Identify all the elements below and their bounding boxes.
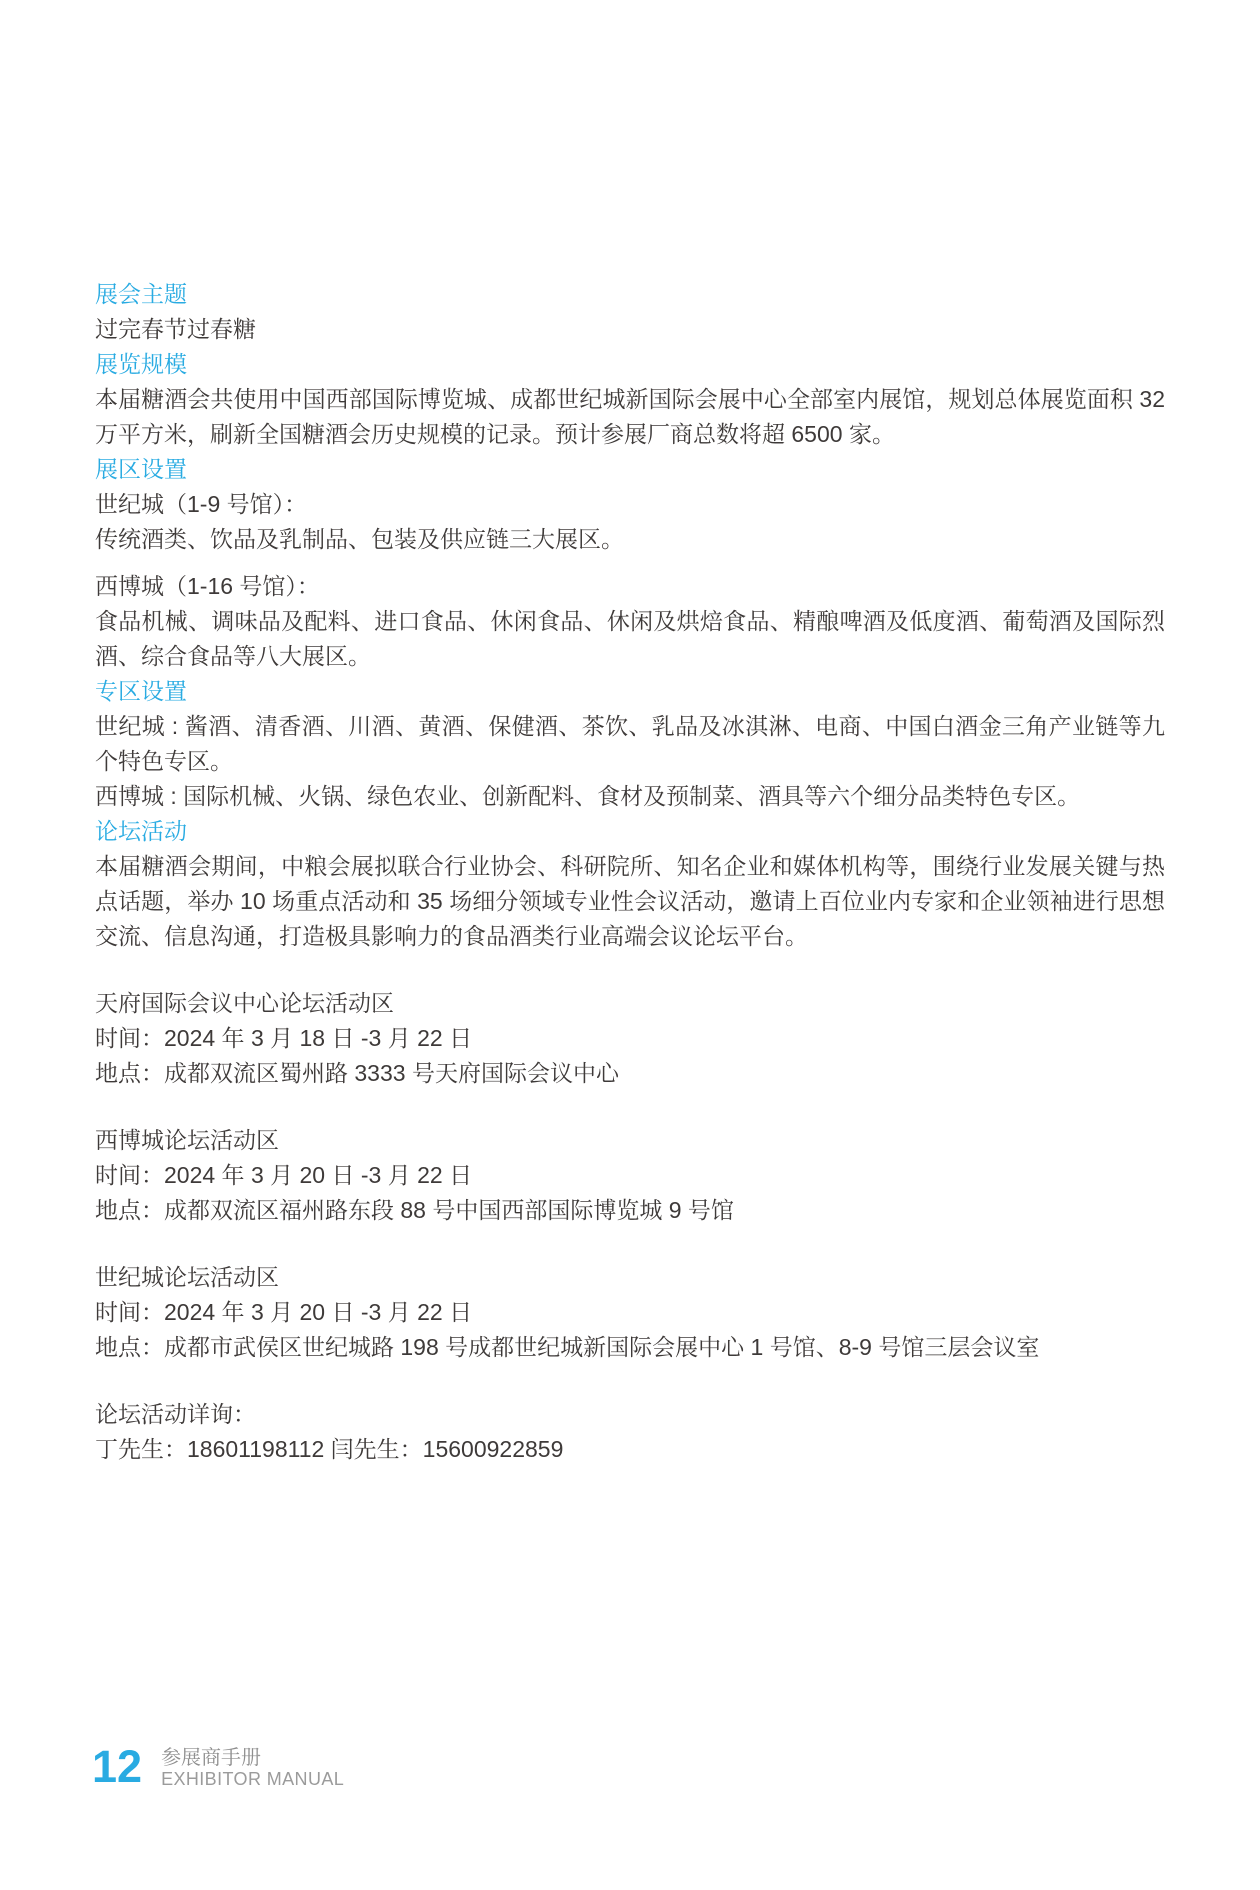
venue-time: 时间：2024 年 3 月 18 日 -3 月 22 日 — [95, 1025, 473, 1051]
venue-name: 西博城论坛活动区 — [95, 1127, 279, 1153]
venue-name: 世纪城论坛活动区 — [95, 1264, 279, 1290]
section-heading-theme: 展会主题 — [95, 281, 187, 307]
section-heading-special-zones: 专区设置 — [95, 678, 187, 704]
forum-venue-expo-city — [95, 1123, 1165, 1228]
venue-location: 地点：成都市武侯区世纪城路 198 号成都世纪城新国际会展中心 1 号馆、8-9 号馆三层会议室 — [95, 1334, 1040, 1360]
zone-group-body: 传统酒类、饮品及乳制品、包装及供应链三大展区。 — [95, 526, 624, 552]
manual-label-en: EXHIBITOR MANUAL — [161, 1769, 345, 1789]
zone-group-title: 西博城（1-16 号馆）： — [95, 573, 320, 599]
section-heading-zones: 展区设置 — [95, 456, 187, 482]
scale-body: 本届糖酒会共使用中国西部国际博览城、成都世纪城新国际会展中心全部室内展馆，规划总体展览面积 32 万平方米，刷新全国糖酒会历史规模的记录。预计参展厂商总数将超 6500 家。 — [95, 386, 1165, 447]
footer-labels — [161, 1748, 344, 1789]
manual-label-cn: 参展商手册 — [161, 1747, 262, 1769]
page-number: 12 — [92, 1741, 143, 1792]
forum-contact-phones: 丁先生：18601198112 闫先生：15600922859 — [95, 1436, 564, 1462]
forum-contact — [95, 1397, 1165, 1467]
venue-location: 地点：成都双流区蜀州路 3333 号天府国际会议中心 — [95, 1060, 619, 1086]
forum-venue-century-city — [95, 1260, 1165, 1365]
special-zones-line-century-city: 世纪城 : 酱酒、清香酒、川酒、黄酒、保健酒、茶饮、乳品及冰淇淋、电商、中国白酒金三角产业链等九个特色专区。 — [95, 713, 1165, 774]
zone-group-western-china-expo-city — [95, 569, 1165, 674]
venue-time: 时间：2024 年 3 月 20 日 -3 月 22 日 — [95, 1162, 473, 1188]
page-content — [95, 277, 1165, 1467]
venue-name: 天府国际会议中心论坛活动区 — [95, 990, 394, 1016]
forum-intro: 本届糖酒会期间，中粮会展拟联合行业协会、科研院所、知名企业和媒体机构等，围绕行业发展关键与热点话题，举办 10 场重点活动和 35 场细分领域专业性会议活动，邀请上百位业内专家和企业领袖进行思想交流、信息沟通，打造极具影响力的食品酒类行业高端会议论坛平台。 — [95, 853, 1165, 949]
venue-location: 地点：成都双流区福州路东段 88 号中国西部国际博览城 9 号馆 — [95, 1197, 734, 1223]
theme-body: 过完春节过春糖 — [95, 316, 256, 342]
zone-group-body: 食品机械、调味品及配料、进口食品、休闲食品、休闲及烘焙食品、精酿啤酒及低度酒、葡萄酒及国际烈酒、综合食品等八大展区。 — [95, 608, 1165, 669]
special-zones-line-expo-city: 西博城 : 国际机械、火锅、绿色农业、创新配料、食材及预制菜、酒具等六个细分品类特色专区。 — [95, 783, 1081, 809]
section-heading-scale: 展览规模 — [95, 351, 187, 377]
venue-time: 时间：2024 年 3 月 20 日 -3 月 22 日 — [95, 1299, 473, 1325]
forum-venue-tianfu — [95, 986, 1165, 1091]
zone-group-title: 世纪城（1-9 号馆）： — [95, 491, 308, 517]
section-heading-forum: 论坛活动 — [95, 818, 187, 844]
zone-group-century-city — [95, 487, 1165, 557]
page-footer — [92, 1741, 345, 1792]
forum-contact-label: 论坛活动详询： — [95, 1401, 256, 1427]
